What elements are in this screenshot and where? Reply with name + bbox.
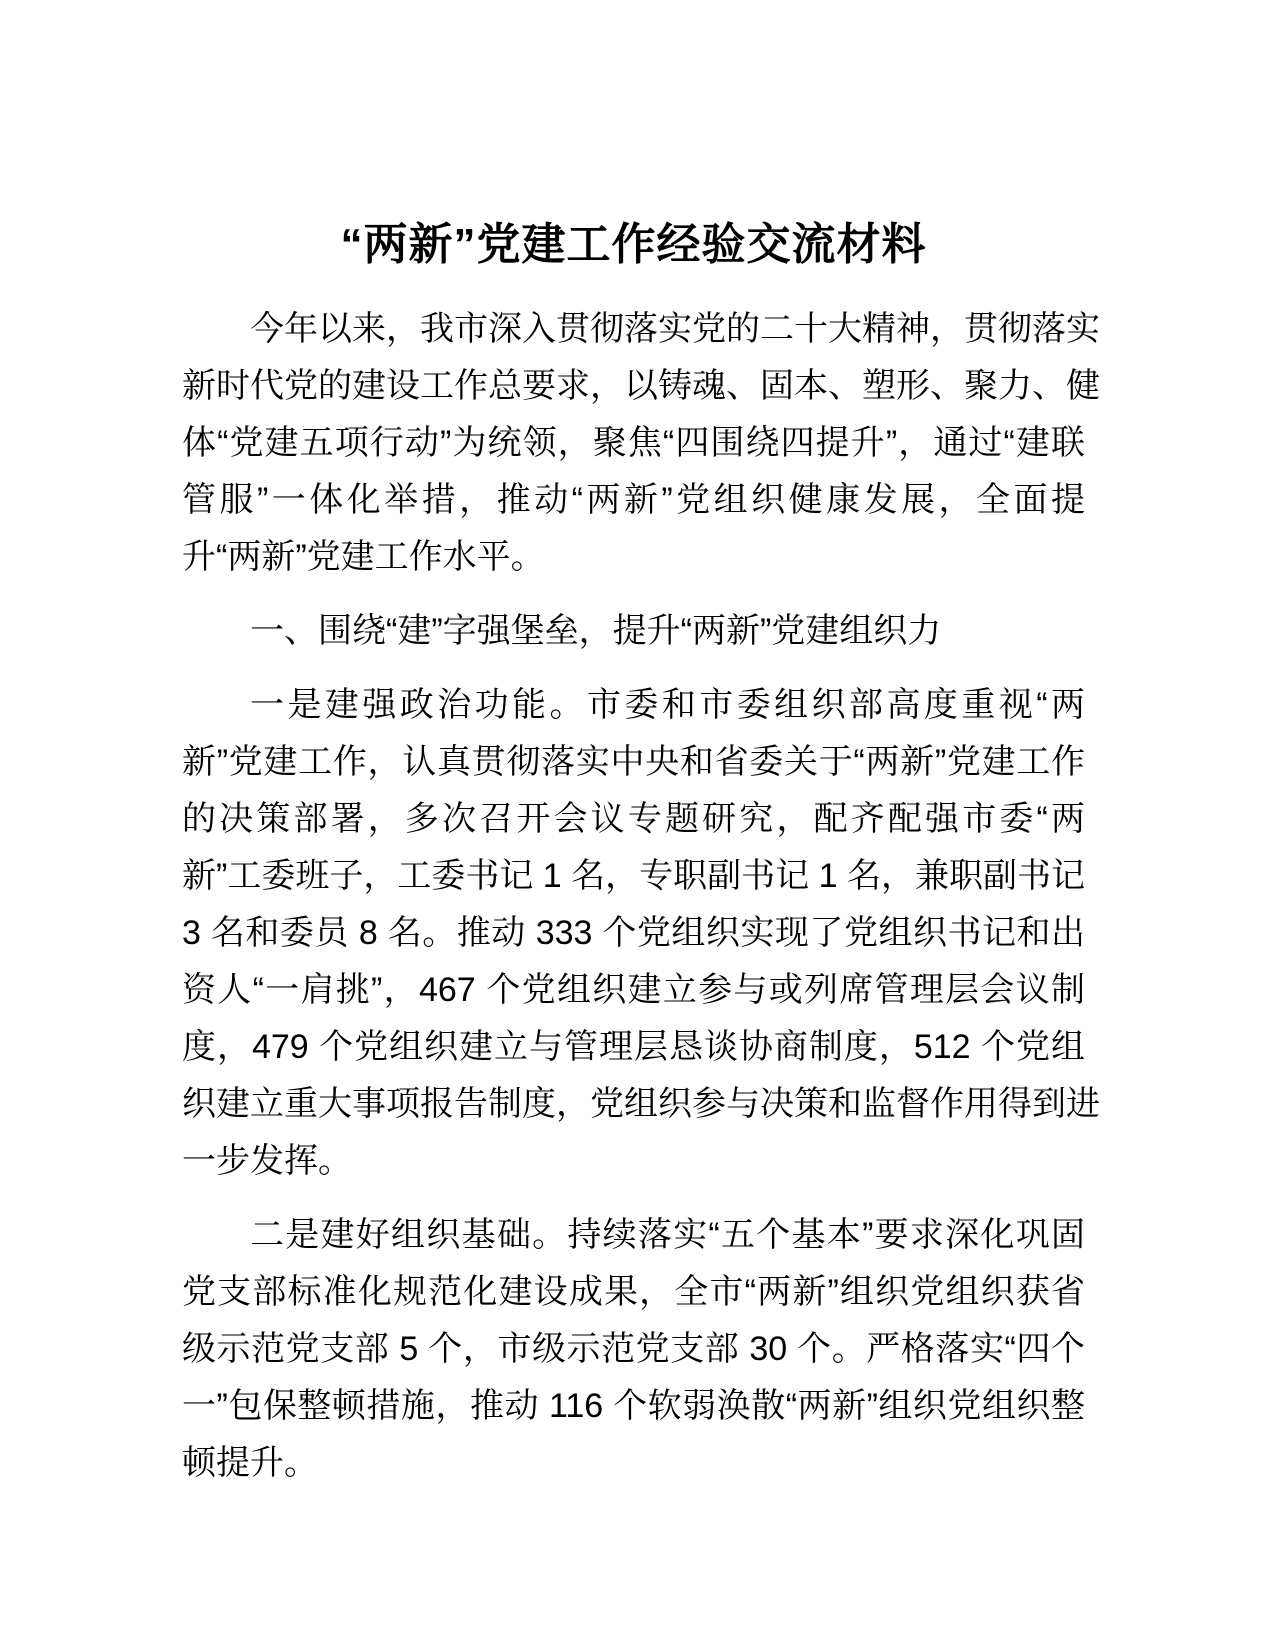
text-line: 的决策部署，多次召开会议专题研究，配齐配强市委“两 [182,800,1085,838]
section-heading [182,603,1085,660]
text-line: 升“两新”党建工作水平。 [182,538,545,576]
text-line: 一”包保整顿措施，推动 116 个软弱涣散“两新”组织党组织整 [182,1387,1085,1425]
text-line: 新”党建工作，认真贯彻落实中央和省委关于“两新”党建工作 [182,743,1085,781]
document-title: “两新”党建工作经验交流材料 [340,220,927,269]
text-line: 一步发挥。 [182,1142,352,1180]
text-line: 3 名和委员 8 名。推动 333 个党组织实现了党组织书记和出 [182,914,1085,952]
text-line: 织建立重大事项报告制度，党组织参与决策和监督作用得到进 [182,1085,1100,1123]
body-paragraph [182,301,1100,586]
text-line: 一是建强政治功能。市委和市委组织部高度重视“两 [250,686,1085,724]
text-line: 新时代党的建设工作总要求，以铸魂、固本、塑形、聚力、健 [182,367,1100,405]
text-line: 党支部标准化规范化建设成果，全市“两新”组织党组织获省 [182,1273,1085,1311]
text-line: 新”工委班子，工委书记 1 名，专职副书记 1 名，兼职副书记 [182,857,1085,895]
text-line: 顿提升。 [182,1444,318,1482]
body-paragraph [182,1207,1085,1492]
text-line: 一、围绕“建”字强堡垒，提升“两新”党建组织力 [250,612,942,650]
text-line: 级示范党支部 5 个，市级示范党支部 30 个。严格落实“四个 [182,1330,1085,1368]
text-line: 管服”一体化举措，推动“两新”党组织健康发展，全面提 [182,481,1085,519]
document-content [182,0,1100,1509]
text-line: 体“党建五项行动”为统领，聚焦“四围绕四提升”，通过“建联 [182,424,1085,462]
document-body [182,301,1100,1492]
text-line: 二是建好组织基础。持续落实“五个基本”要求深化巩固 [250,1216,1085,1254]
body-paragraph [182,677,1100,1190]
text-line: 度，479 个党组织建立与管理层恳谈协商制度，512 个党组 [182,1028,1085,1066]
text-line: 今年以来，我市深入贯彻落实党的二十大精神，贯彻落实 [250,310,1100,348]
text-line: 资人“一肩挑”，467 个党组织建立参与或列席管理层会议制 [182,971,1085,1009]
